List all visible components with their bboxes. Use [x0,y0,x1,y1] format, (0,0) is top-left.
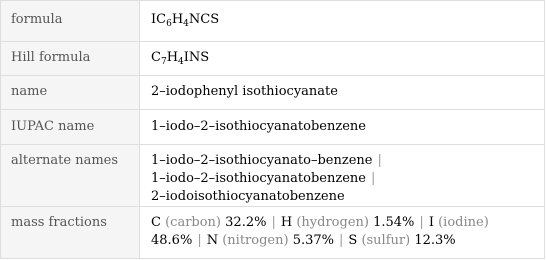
name-row [1,76,545,110]
alternate-names-label: alternate names [11,153,119,168]
separator: | [419,215,424,230]
mass-fractions-value-cell [140,207,545,259]
formula-part: C [151,50,161,65]
formula-value-cell [140,1,545,42]
iupac-name-row [1,110,545,145]
formula-part: INS [183,50,210,65]
iupac-name-label: IUPAC name [11,119,95,134]
formula-subscript: 7 [160,57,167,67]
element-name: (carbon) [165,215,222,230]
element-fraction: 32.2% [225,215,267,230]
separator: | [377,153,382,168]
alternate-names-label-cell [1,145,140,207]
element-symbol: H [280,215,293,230]
hill-formula-value [151,42,538,67]
alternate-names-row [1,145,545,207]
hill-formula-row [1,42,545,76]
element-fraction: 1.54% [373,215,415,230]
mass-fractions-value [151,207,538,250]
formula-label-cell [1,1,140,42]
separator: | [271,215,276,230]
name-value: 2–iodophenyl isothiocyanate [151,84,338,99]
element-fraction: 12.3% [414,233,456,248]
mass-fractions-row [1,207,545,259]
separator: | [370,171,376,186]
hill-formula-label: Hill formula [11,50,91,65]
name-label-cell [1,76,140,110]
mass-fractions-label: mass fractions [11,215,107,230]
mass-fractions-label-cell [1,207,140,259]
formula-part: H [166,50,179,65]
element-symbol: S [348,233,358,248]
separator: | [197,233,202,248]
formula-row [1,1,545,42]
formula-part: NCS [188,12,220,27]
element-fraction: 48.6% [151,233,193,248]
formula-value [151,1,538,29]
element-symbol: N [206,233,219,248]
formula-label: formula [11,12,63,27]
alternate-names-value-cell [140,145,545,207]
formula-part: H [171,12,184,27]
alternate-name: 2–iodoisothiocyanatobenzene [151,189,345,204]
element-name: (nitrogen) [222,233,289,248]
alternate-name: 1–iodo–2–isothiocyanatobenzene [151,171,366,186]
element-name: (iodine) [438,215,489,230]
formula-subscript: 4 [183,19,189,29]
formula-part: IC [151,12,167,27]
element-name: (hydrogen) [296,215,369,230]
element-fraction: 5.37% [292,233,334,248]
name-label: name [11,84,48,99]
iupac-name-label-cell [1,110,140,145]
alternate-names-value [151,145,538,206]
alternate-name: 1–iodo–2–isothiocyanato–benzene [151,153,373,168]
iupac-name-value-cell [140,110,545,145]
hill-formula-value-cell [140,42,545,76]
iupac-name-value: 1–iodo–2–isothiocyanatobenzene [151,119,366,134]
hill-formula-label-cell [1,42,140,76]
name-value-cell [140,76,545,110]
separator: | [339,233,344,248]
element-name: (sulfur) [361,233,411,248]
element-symbol: I [428,215,434,230]
formula-subscript: 4 [178,57,184,67]
element-symbol: C [151,215,161,230]
formula-subscript: 6 [166,19,172,29]
